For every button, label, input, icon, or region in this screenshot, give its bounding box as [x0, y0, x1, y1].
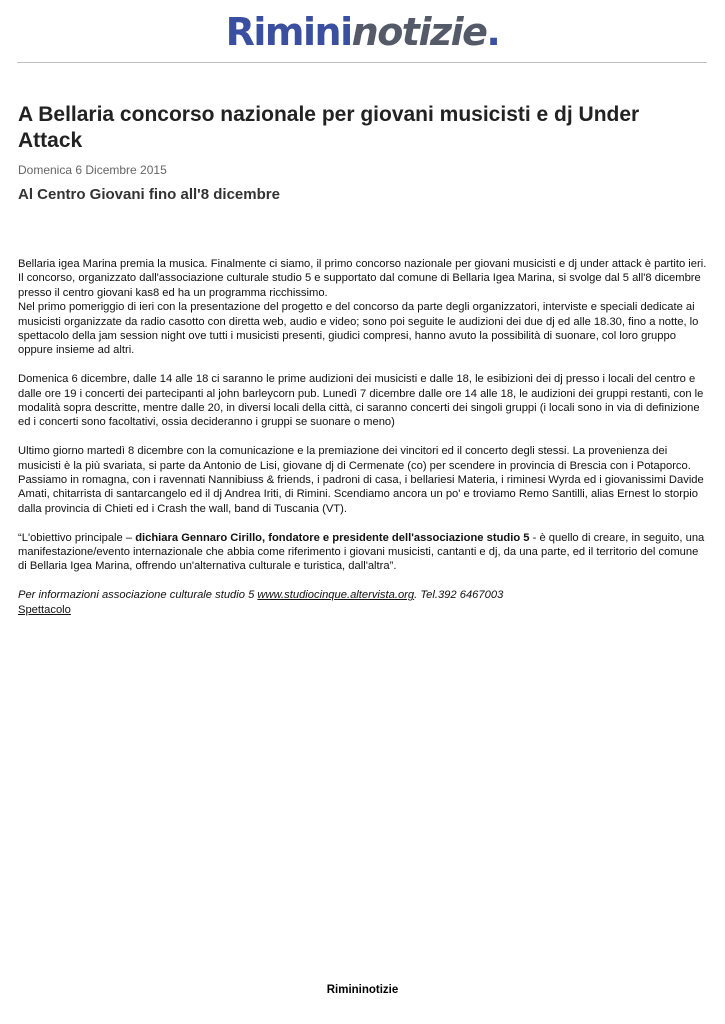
info-phone: . Tel.392 6467003 [414, 589, 504, 602]
quote-text: - è quello di creare, in seguito, una manifestazione/evento internazionale che abbia come riferimento i giovani musicisti, cantanti e dj, da una parte, ed il territorio del comune di Bellaria Igea Marina, offrendo un'alternativa culturale e turistica, dall'altra”. [18, 531, 705, 573]
article [18, 102, 708, 617]
article-paragraph: Ultimo giorno martedì 8 dicembre con la comunicazione e la premiazione dei vincitori ed il concerto degli stessi. La provenienza dei musicisti è la più svariata, si parte da Antonio de Lisi, giovane dj di Cermenate (co) per scendere in provincia di Brescia con i Potaporco. Passiamo in romagna, con i ravennati Nannibiuss & friends, i padroni di casa, i bellariesi Materia, i riminesi Wyrda ed i giovanissimi Davide Amati, chitarrista di santarcangelo ed il dj Andrea Iriti, di Rimini. Scendiamo ancora un po' e troviamo Remo Santilli, alias Ernest lo storpio dalla provincia di Chieti ed i Crash the wall, band di Tuscania (VT). [18, 445, 704, 515]
quote-speaker: dichiara Gennaro Cirillo, fondatore e presidente dell'associazione studio 5 [135, 531, 530, 544]
quote-open: “L'obiettivo principale – [18, 531, 136, 544]
article-paragraph: Domenica 6 dicembre, dalle 14 alle 18 ci saranno le prime audizioni dei musicisti e dalle 18, le esibizioni dei dj presso i locali del centro e dalle ore 19 i concerti dei partecipanti al john barleycorn pub. Lunedì 7 dicembre dalle ore 14 alle 18, le audizioni dei gruppi restanti, con le modalità sopra descritte, mentre dalle 20, in diversi locali della città, ci saranno concerti dei singoli gruppi (i locali sono in via di definizione ed i concerti sono facoltativi, ossia decideranno i gruppi se suonare o meno) [18, 373, 704, 429]
site-logo[interactable] [0, 8, 725, 56]
paragraph-text: Bellaria igea Marina premia la musica. Finalmente ci siamo, il primo concorso nazionale per giovani musicisti e dj under attack è partito ieri. Il concorso, organizzato dall'associazione culturale studio 5 e supportato dal comune di Bellaria Igea Marina, si svolge dal 5 all'8 dicembre presso il centro giovani kas8 ed ha un programma ricchissimo. [18, 258, 707, 299]
article-quote [18, 531, 708, 574]
article-title: A Bellaria concorso nazionale per giovani musicisti e dj Under Attack [18, 103, 640, 152]
article-body [18, 257, 708, 617]
paragraph-text: Nel primo pomeriggio di ieri con la presentazione del progetto e del concorso da parte degli organizzatori, interviste e speciali dedicate ai musicisti organizzate da radio casotto con diretta web, audio e video; sono poi seguite le audizioni dei due dj ed alle 18.30, fino a notte, lo spettacolo della jam session night ove tutti i musicisti presenti, giudici compresi, hanno avuto la possibilità di suonare, col loro gruppo oppure insieme ad altri. [18, 301, 699, 357]
article-date: Domenica 6 Dicembre 2015 [18, 163, 167, 177]
site-header [0, 0, 725, 64]
category-link[interactable]: Spettacolo [18, 603, 71, 616]
logo-part-dot: . [486, 10, 500, 54]
article-info [18, 588, 708, 617]
article-paragraph [18, 257, 708, 358]
article-subtitle: Al Centro Giovani fino all'8 dicembre [18, 186, 280, 203]
logo-part-rimini: Rimini [225, 10, 352, 54]
info-prefix: Per informazioni associazione culturale studio 5 [18, 589, 258, 602]
info-website-link[interactable]: www.studiocinque.altervista.org [257, 589, 415, 602]
header-divider [17, 62, 707, 63]
info-text [18, 589, 503, 601]
page-footer: Rimininotizie [326, 984, 399, 996]
logo-part-notizie: notizie [351, 10, 487, 54]
